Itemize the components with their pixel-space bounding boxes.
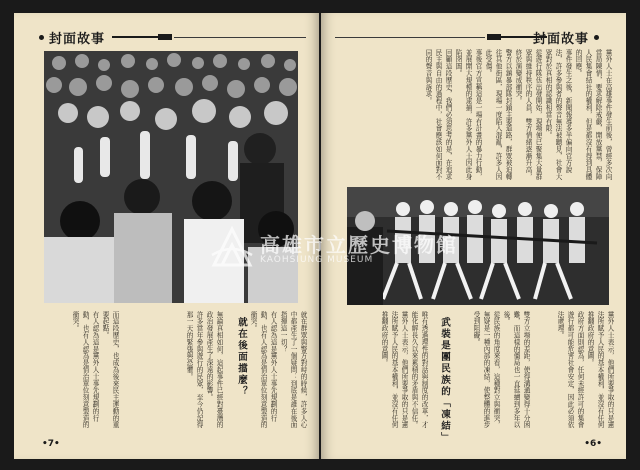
paragraph: 黨外人士在高雄事件發生前後，曾經多次向當局陳情，要求解除戒嚴，開放黨禁，保障人民集會結社的權利，但是都沒有得到具體的回應。: [574, 49, 612, 181]
article-headline: 武裝是團民族的「凍結」: [439, 317, 450, 444]
paragraph: 回顧這段歷史，我們必須思考的是，在追求民主與自由的過程中，社會應該如何面對不同的聲音與訴求。: [424, 49, 452, 181]
article-column: [250, 311, 308, 429]
watermark-title: 高雄市立歷史博物館: [260, 233, 458, 257]
paragraph: 就在群眾與警方對峙的時候，許多人心中都產生了一個疑問：到底是誰在後面指揮這一切？: [279, 311, 307, 429]
watermark-subtitle: KAOHSIUNG MUSEUM: [260, 255, 374, 265]
paragraph: 黨外人士表示，他們所要爭取的只是憲法所賦予人民的基本權利，並沒有任何推翻政府的意圖。: [380, 311, 408, 429]
bullet-icon: [39, 35, 44, 40]
pen-icon: [112, 34, 172, 40]
magazine-spread: [14, 13, 626, 459]
article-column: [38, 311, 120, 429]
page-number: •7•: [42, 439, 60, 449]
header-rule: [174, 37, 306, 38]
paragraph: 政府方面則認為，任何未經許可的集會遊行都可能危害社會安定，因此必須依法處理。: [556, 311, 584, 429]
paragraph: 事件發生之後，新聞報導多半偏向官方說法，許多參與者的聲音無法被聽見，社會大眾對於真相的認識相當有限。: [544, 49, 572, 181]
paragraph: 無論真相如何，這起事件已經對臺灣的政治發展產生了深遠的影響。: [205, 311, 223, 429]
bullet-icon: [594, 35, 599, 40]
page-number: •6•: [584, 439, 602, 449]
paragraph: 雙方立場的差距，使得溝通變得十分困難，而這樣的僵局也一直延續到多年以後。: [502, 311, 530, 429]
article-column: [539, 311, 615, 429]
left-page-header: [34, 27, 105, 47]
paragraph: 從遊行隊伍出發開始，現場便已聚集大量群眾與維持秩序的人員，雙方情緒逐漸升高，終於演變成衝突。: [514, 49, 542, 181]
article-column: [349, 49, 613, 185]
paragraph: 從民族的角度來看，這種對立與衝突，無疑是一種內部的凍結，使整體的進步受到阻礙。: [472, 311, 500, 429]
article-column: [455, 311, 531, 429]
paragraph: 黨外人士表示，他們所要爭取的只是憲法所賦予人民的基本權利，並沒有任何推翻政府的意圖。: [586, 311, 614, 429]
paragraph: 事後官方宣稱這是一場有計畫的暴力行動，並展開大規模的逮捕，許多黨外人士因此身陷囹圄。: [454, 49, 482, 181]
article-column: [343, 311, 429, 429]
paragraph: 警方以鎮暴部隊封鎖主要道路，群眾被迫轉往其他街區，現場一度陷入混亂，許多人因此受傷。: [484, 49, 512, 181]
article-headline: 就在後面擋麼？: [236, 317, 247, 398]
paragraph: 而這段歷史，也成為後來民主運動的重要起點。: [101, 311, 119, 429]
section-label: 封面故事: [533, 31, 590, 47]
paragraph: 有人認為這是黨外人士事先規劃的行動，也有人認為是情治單位刻意製造的衝突。: [71, 311, 99, 429]
paragraph: 許多當年參與遊行的民眾，至今仍記得那一天的緊張與恐懼。: [185, 311, 203, 429]
article-column: [128, 311, 224, 429]
right-page-header: [533, 27, 604, 47]
header-rule: [335, 37, 485, 38]
paragraph: 有人認為這是黨外人士事先規劃的行動，也有人認為是情治單位刻意製造的衝突。: [249, 311, 277, 429]
paragraph: 唯有透過理性的對話與制度的改革，才能化解長久以來累積的矛盾與不信任。: [410, 311, 428, 429]
museum-watermark: [210, 225, 480, 277]
museum-logo-icon: [210, 225, 254, 273]
section-label: 封面故事: [49, 31, 106, 47]
